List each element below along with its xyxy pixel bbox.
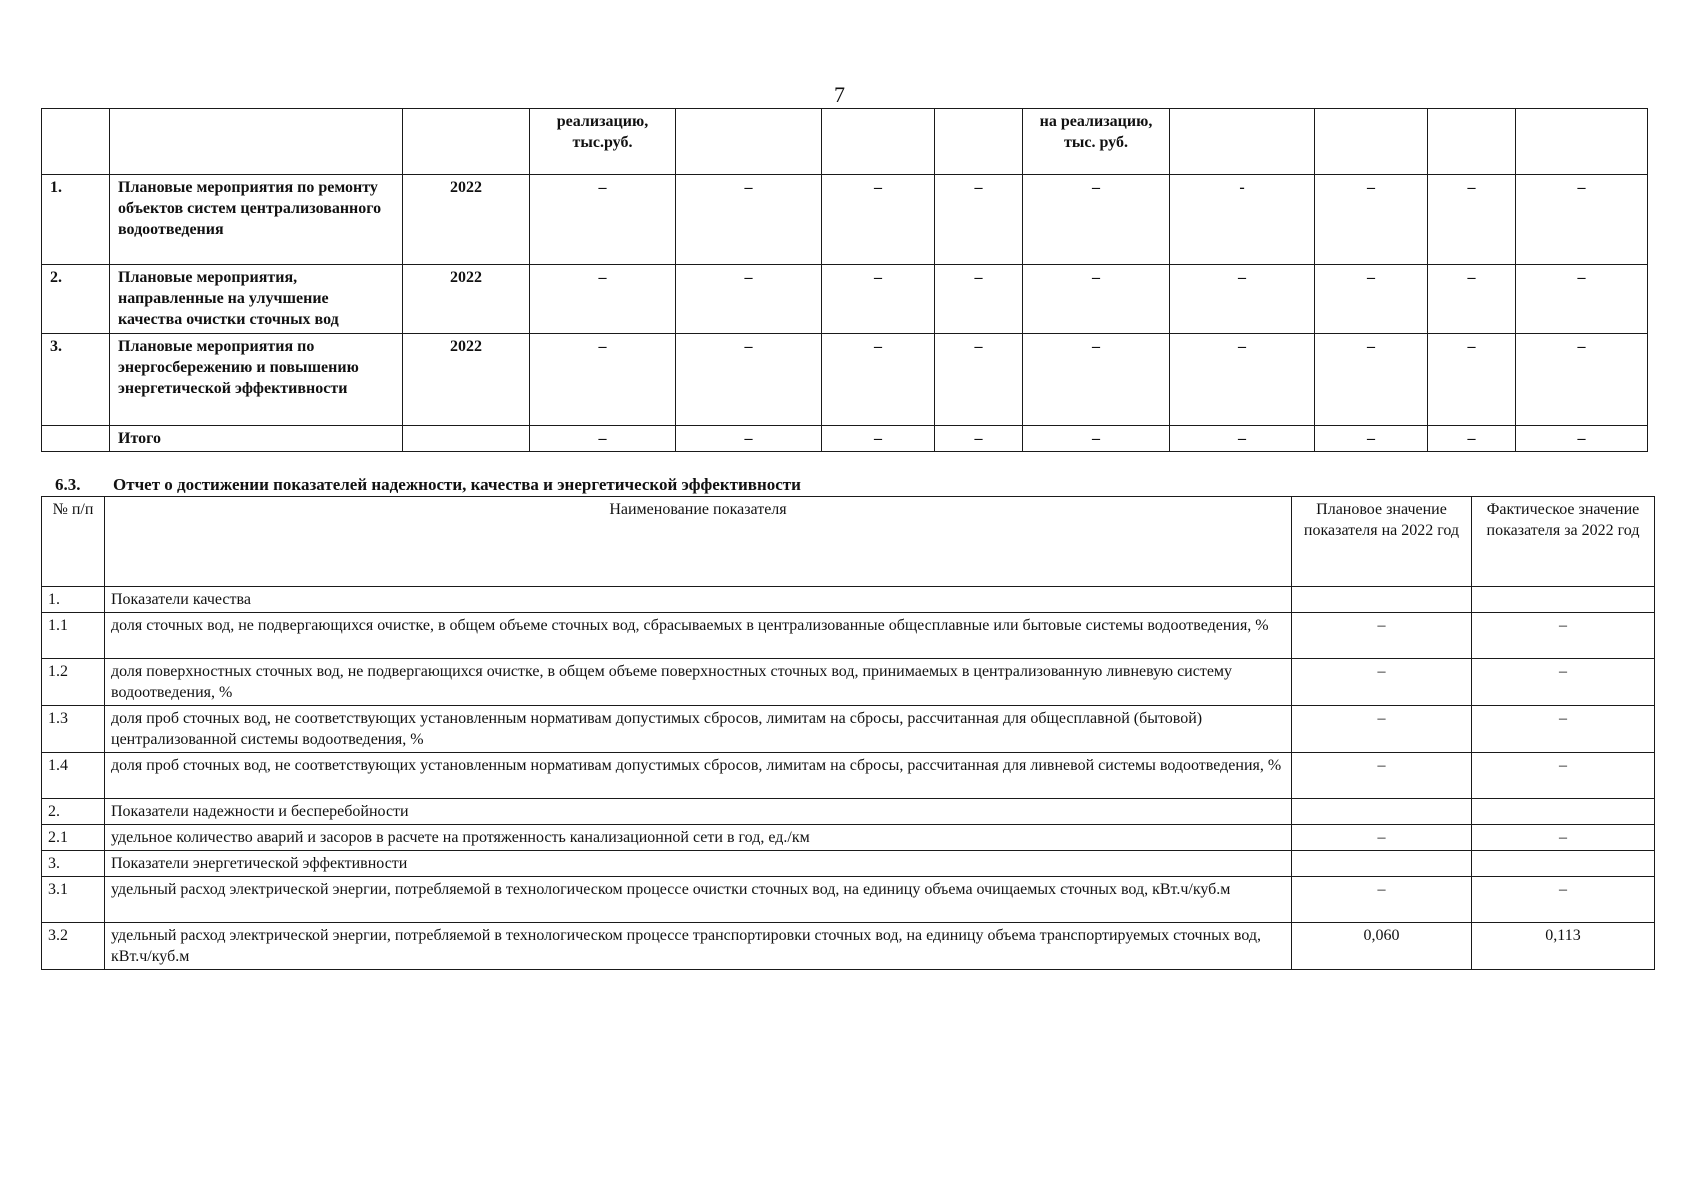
row-year: 2022 <box>403 334 530 426</box>
row-name: Показатели энергетической эффективности <box>105 851 1292 877</box>
row-value: – <box>1516 265 1648 334</box>
row-number: 2.1 <box>42 825 105 851</box>
page-number: 7 <box>834 82 845 107</box>
row-number: 2. <box>42 265 110 334</box>
row-number: 1.1 <box>42 613 105 659</box>
row-plan <box>1292 799 1472 825</box>
header-num: № п/п <box>42 497 105 587</box>
row-plan: – <box>1292 753 1472 799</box>
row-plan <box>1292 851 1472 877</box>
row-value: – <box>530 334 676 426</box>
row-number: 1.2 <box>42 659 105 706</box>
row-value: – <box>1315 334 1428 426</box>
header-cell-cost: реализацию, тыс.руб. <box>530 109 676 175</box>
row-number: 1.3 <box>42 706 105 753</box>
row-name: Плановые мероприятия, направленные на улучшение качества очистки сточных вод <box>110 265 403 334</box>
header-cell <box>822 109 935 175</box>
row-plan: – <box>1292 825 1472 851</box>
row-value: – <box>1315 175 1428 265</box>
section-title: Отчет о достижении показателей надежности, качества и энергетической эффективности <box>113 475 801 494</box>
row-plan: – <box>1292 659 1472 706</box>
row-plan: 0,060 <box>1292 923 1472 970</box>
header-cell <box>110 109 403 175</box>
row-number: 1. <box>42 175 110 265</box>
row-number: 3. <box>42 851 105 877</box>
table-row <box>42 587 1655 613</box>
row-name: Плановые мероприятия по энергосбережению и повышению энергетической эффективности <box>110 334 403 426</box>
row-number: 2. <box>42 799 105 825</box>
row-number: 3. <box>42 334 110 426</box>
header-cell-cost: на реализацию, тыс. руб. <box>1023 109 1170 175</box>
row-value: – <box>1428 334 1516 426</box>
row-value: – <box>676 265 822 334</box>
row-value: – <box>935 334 1023 426</box>
header-cell <box>1315 109 1428 175</box>
row-fact <box>1472 587 1655 613</box>
indicators-table <box>41 496 1655 970</box>
row-fact: – <box>1472 706 1655 753</box>
row-name: удельный расход электрической энергии, потребляемой в технологическом процессе очистки сточных вод, на единицу объема очищаемых сточных вод, кВт.ч/куб.м <box>105 877 1292 923</box>
total-label: Итого <box>110 426 403 452</box>
row-value: – <box>1428 265 1516 334</box>
row-value: - <box>1170 175 1315 265</box>
table-row <box>42 753 1655 799</box>
total-value: – <box>935 426 1023 452</box>
table-row <box>42 175 1648 265</box>
total-value: – <box>530 426 676 452</box>
row-value: – <box>1023 175 1170 265</box>
row-value: – <box>1428 175 1516 265</box>
row-value: – <box>822 334 935 426</box>
table-header-row <box>42 109 1648 175</box>
row-name: доля проб сточных вод, не соответствующих установленным нормативам допустимых сбросов, лимитам на сбросы, рассчитанная для ливневой системы водоотведения, % <box>105 753 1292 799</box>
row-value: – <box>935 175 1023 265</box>
row-value: – <box>676 175 822 265</box>
row-plan: – <box>1292 613 1472 659</box>
table-row <box>42 799 1655 825</box>
total-value: – <box>1170 426 1315 452</box>
total-value: – <box>676 426 822 452</box>
table-row <box>42 659 1655 706</box>
table-row <box>42 851 1655 877</box>
total-value: – <box>1315 426 1428 452</box>
header-cell <box>1170 109 1315 175</box>
row-year <box>403 426 530 452</box>
header-plan: Плановое значение показателя на 2022 год <box>1292 497 1472 587</box>
plan-measures-table <box>41 108 1648 452</box>
header-fact: Фактическое значение показателя за 2022 год <box>1472 497 1655 587</box>
row-name: Показатели надежности и бесперебойности <box>105 799 1292 825</box>
row-number <box>42 426 110 452</box>
row-name: доля проб сточных вод, не соответствующих установленным нормативам допустимых сбросов, лимитам на сбросы, рассчитанная для общесплавной (бытовой) централизованной системы водоотведения, % <box>105 706 1292 753</box>
table-row <box>42 613 1655 659</box>
header-cell <box>403 109 530 175</box>
row-number: 1.4 <box>42 753 105 799</box>
table-row <box>42 825 1655 851</box>
row-name: доля поверхностных сточных вод, не подвергающихся очистке, в общем объеме поверхностных сточных вод, принимаемых в централизованную ливневую систему водоотведения, % <box>105 659 1292 706</box>
row-fact: – <box>1472 659 1655 706</box>
row-value: – <box>935 265 1023 334</box>
row-name: удельный расход электрической энергии, потребляемой в технологическом процессе транспортировки сточных вод, на единицу объема транспортируемых сточных вод, кВт.ч/куб.м <box>105 923 1292 970</box>
row-value: – <box>530 175 676 265</box>
row-value: – <box>530 265 676 334</box>
row-number: 1. <box>42 587 105 613</box>
row-fact: – <box>1472 753 1655 799</box>
row-number: 3.1 <box>42 877 105 923</box>
table-row <box>42 877 1655 923</box>
row-year: 2022 <box>403 265 530 334</box>
total-value: – <box>1516 426 1648 452</box>
table-header-row <box>42 497 1655 587</box>
header-cell <box>1516 109 1648 175</box>
row-value: – <box>1170 265 1315 334</box>
table-row <box>42 334 1648 426</box>
row-value: – <box>1516 175 1648 265</box>
row-fact: – <box>1472 877 1655 923</box>
row-fact: 0,113 <box>1472 923 1655 970</box>
row-fact: – <box>1472 613 1655 659</box>
table-row <box>42 923 1655 970</box>
row-year: 2022 <box>403 175 530 265</box>
row-number: 3.2 <box>42 923 105 970</box>
table-row <box>42 265 1648 334</box>
header-cell <box>42 109 110 175</box>
header-cell <box>1428 109 1516 175</box>
row-value: – <box>1170 334 1315 426</box>
row-name: Плановые мероприятия по ремонту объектов систем централизованного водоотведения <box>110 175 403 265</box>
total-value: – <box>822 426 935 452</box>
row-fact: – <box>1472 825 1655 851</box>
section-heading <box>55 475 801 495</box>
total-value: – <box>1023 426 1170 452</box>
row-value: – <box>822 175 935 265</box>
row-value: – <box>1315 265 1428 334</box>
row-name: доля сточных вод, не подвергающихся очистке, в общем объеме сточных вод, сбрасываемых в централизованные общесплавные или бытовые системы водоотведения, % <box>105 613 1292 659</box>
total-value: – <box>1428 426 1516 452</box>
header-cell <box>676 109 822 175</box>
table-row <box>42 706 1655 753</box>
row-value: – <box>1023 334 1170 426</box>
row-plan <box>1292 587 1472 613</box>
section-number: 6.3. <box>55 475 81 494</box>
total-row <box>42 426 1648 452</box>
header-cell <box>935 109 1023 175</box>
row-value: – <box>822 265 935 334</box>
row-fact <box>1472 851 1655 877</box>
row-name: Показатели качества <box>105 587 1292 613</box>
row-name: удельное количество аварий и засоров в расчете на протяженность канализационной сети в год, ед./км <box>105 825 1292 851</box>
header-name: Наименование показателя <box>105 497 1292 587</box>
row-fact <box>1472 799 1655 825</box>
row-value: – <box>1516 334 1648 426</box>
row-plan: – <box>1292 877 1472 923</box>
row-value: – <box>676 334 822 426</box>
row-value: – <box>1023 265 1170 334</box>
row-plan: – <box>1292 706 1472 753</box>
